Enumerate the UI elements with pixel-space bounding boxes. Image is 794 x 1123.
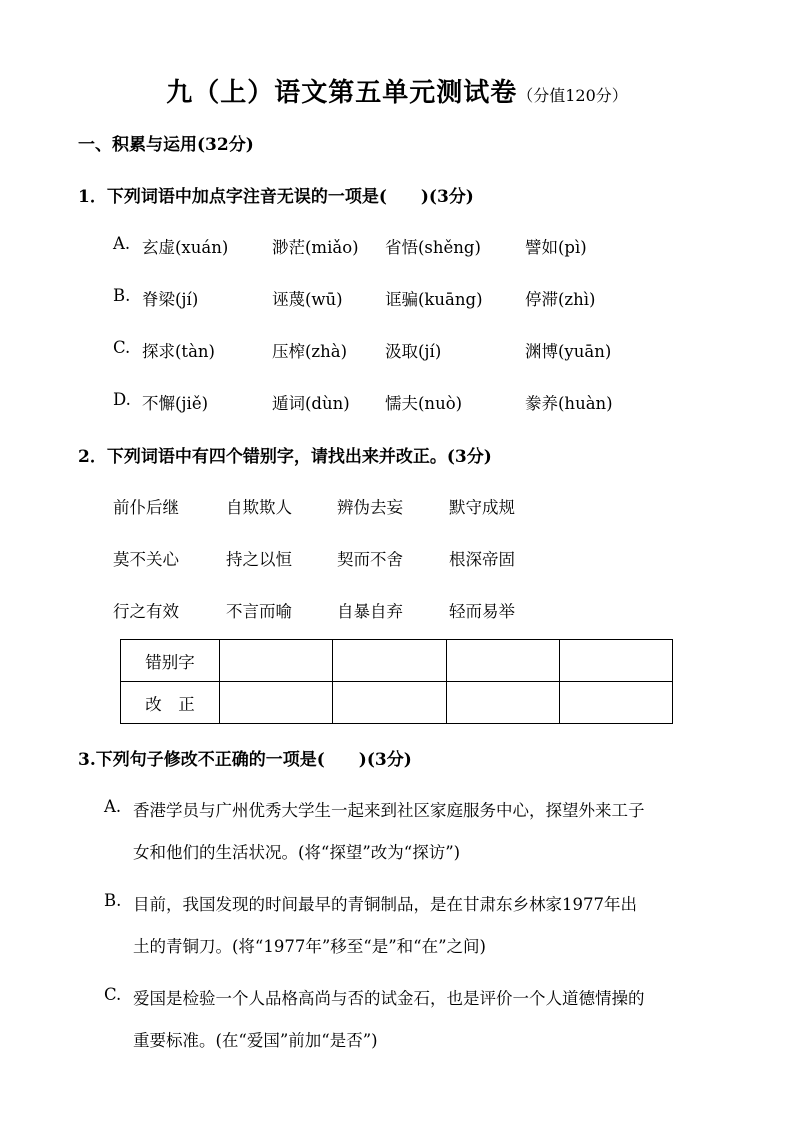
q2-idiom: 不言而喻 [226,602,292,621]
q2-idiom: 莫不关心 [113,550,179,569]
q3-option-c-text: 重要标准。(在“爱国”前加“是否”) [133,1031,378,1050]
q3-option-c-label: C. [104,985,122,1004]
section-heading: 一、积累与运用(32分) [78,135,254,155]
q1-option-d-word: 遁词(dùn) [272,394,350,413]
q2-idiom: 默守成规 [449,498,515,517]
q1-option-c-word: 压榨(zhà) [272,342,348,361]
q2-idiom: 轻而易举 [449,602,515,621]
q3-option-a-text: 香港学员与广州优秀大学生一起来到社区家庭服务中心，探望外来工子 [133,801,645,820]
answer-cell[interactable] [220,640,333,682]
title-score: （分值120分） [517,86,628,105]
answer-cell[interactable] [220,682,333,724]
q2-idiom: 行之有效 [113,602,179,621]
q2-idiom: 自欺欺人 [226,498,292,517]
answer-cell[interactable] [559,682,672,724]
table-row [121,640,673,682]
q1-option-c-word: 汲取(jí) [385,342,442,361]
q1-option-a-word: 渺茫(miǎo) [272,238,359,257]
q1-option-a-word: 玄虚(xuán) [142,238,229,257]
q2-idiom: 持之以恒 [226,550,292,569]
q1-option-b-word: 停滞(zhì) [525,290,596,309]
question-2-stem: 2．下列词语中有四个错别字，请找出来并改正。(3分) [78,447,492,467]
q3-option-a-label: A. [104,797,122,816]
q3-option-a-text: 女和他们的生活状况。(将“探望”改为“探访”) [133,843,461,862]
q1-option-c-label: C. [113,338,131,357]
question-3-stem: 3.下列句子修改不正确的一项是( )(3分) [78,750,412,770]
q1-option-c-word: 渊博(yuān) [525,342,612,361]
q1-option-b-word: 脊梁(jí) [142,290,199,309]
q3-option-b-text: 目前，我国发现的时间最早的青铜制品，是在甘肃东乡林家1977年出 [133,895,637,914]
q3-option-b-label: B. [104,891,122,910]
q1-option-c-word: 探求(tàn) [142,342,215,361]
answer-cell[interactable] [446,640,559,682]
q1-option-d-word: 懦夫(nuò) [385,394,463,413]
q1-option-b-word: 诬蔑(wū) [272,290,343,309]
q2-idiom: 前仆后继 [113,498,179,517]
q1-option-d-word: 不懈(jiě) [142,394,209,413]
answer-cell[interactable] [446,682,559,724]
q2-idiom: 自暴自弃 [337,602,403,621]
answer-cell[interactable] [559,640,672,682]
q1-option-b-label: B. [113,286,131,305]
q3-option-c-text: 爱国是检验一个人品格高尚与否的试金石，也是评价一个人道德情操的 [133,989,645,1008]
q2-idiom: 根深帝固 [449,550,515,569]
q1-option-d-word: 豢养(huàn) [525,394,613,413]
q3-option-b-text: 土的青铜刀。(将“1977年”移至“是”和“在”之间) [133,937,486,956]
q1-option-b-word: 诓骗(kuāng) [385,290,483,309]
table-row [121,682,673,724]
q1-option-d-label: D. [113,390,131,409]
q1-option-a-label: A. [113,234,131,253]
question-1-stem: 1．下列词语中加点字注音无误的一项是( )(3分) [78,187,474,207]
correction-label: 改 正 [121,682,220,724]
q1-option-a-word: 省悟(shěng) [385,238,481,257]
page-title [0,72,794,109]
q1-option-a-word: 譬如(pì) [525,238,587,257]
answer-cell[interactable] [333,682,446,724]
answer-cell[interactable] [333,640,446,682]
q2-idiom: 契而不舍 [337,550,403,569]
q2-idiom: 辨伪去妄 [337,498,403,517]
title-main: 九（上）语文第五单元测试卷 [166,78,518,108]
wrong-char-label: 错别字 [121,640,220,682]
correction-table [120,639,673,724]
